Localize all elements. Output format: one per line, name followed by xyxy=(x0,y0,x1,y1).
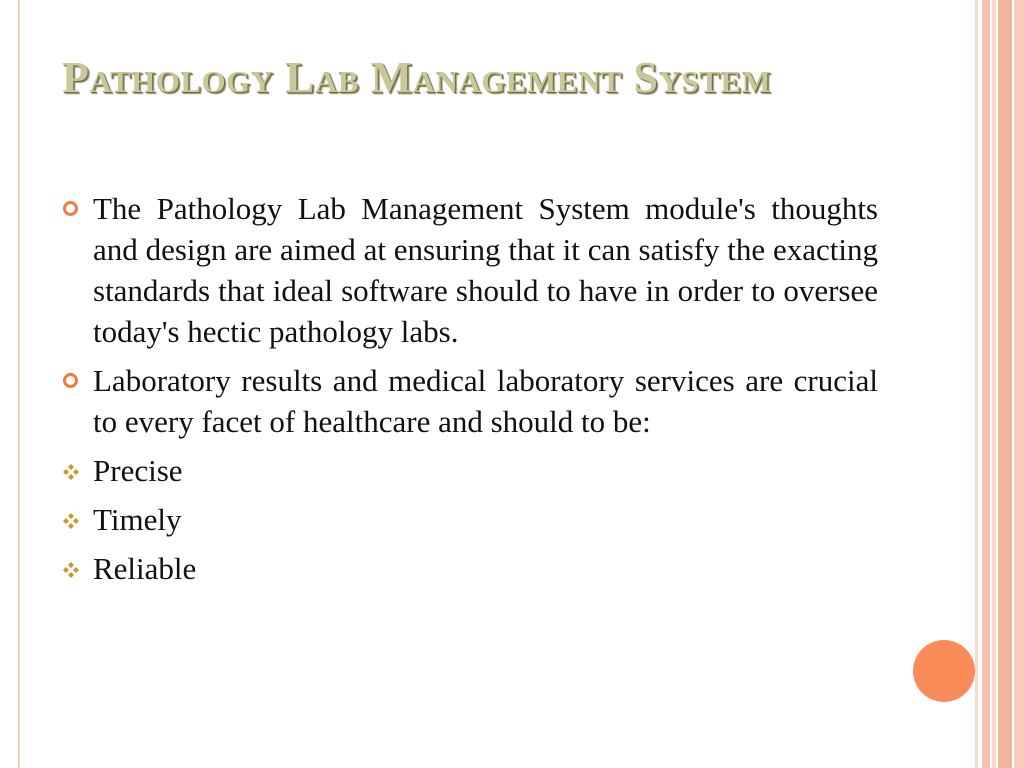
ring-bullet-icon xyxy=(63,201,78,216)
sub-bullet-item xyxy=(60,499,878,540)
right-stripe xyxy=(992,0,996,768)
right-stripe xyxy=(975,0,978,768)
sub-bullet-item xyxy=(60,548,878,589)
bullet-paragraph xyxy=(60,360,878,442)
sub-bullet-text: Reliable xyxy=(93,551,197,586)
sub-bullet-text: Precise xyxy=(93,453,183,488)
right-stripe xyxy=(998,0,1012,768)
right-stripe xyxy=(982,0,990,768)
bullet-text: Laboratory results and medical laboratory services are crucial to every facet of healthcare and should to be: xyxy=(93,363,878,439)
sub-bullet-item xyxy=(60,450,878,491)
sub-bullet-text: Timely xyxy=(93,502,182,537)
decorative-circle xyxy=(913,640,975,702)
bullet-text: The Pathology Lab Management System module's thoughts and design are aimed at ensuring that it can satisfy the exacting standards that ideal software should to have in order to oversee today's hectic pathology labs. xyxy=(93,191,878,349)
bullet-paragraph xyxy=(60,188,878,352)
four-diamond-bullet-icon xyxy=(62,561,80,579)
ring-bullet-icon xyxy=(63,373,78,388)
right-stripe xyxy=(1014,0,1024,768)
four-diamond-bullet-icon xyxy=(62,512,80,530)
slide-content xyxy=(60,188,878,597)
left-border-line xyxy=(18,0,20,768)
four-diamond-bullet-icon xyxy=(62,463,80,481)
slide-title: Pathology Lab Management System xyxy=(62,53,772,102)
